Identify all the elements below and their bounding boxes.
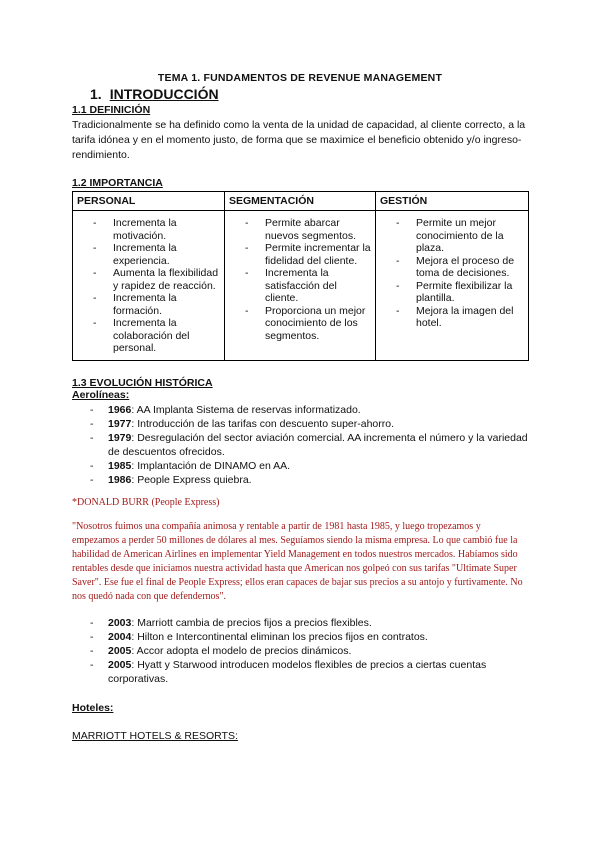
list-item: - Incrementa la satisfacción del cliente.: [229, 267, 371, 305]
list-item: - 1985: Implantación de DINAMO en AA.: [72, 459, 528, 473]
list-item: - Permite incrementar la fidelidad del cliente.: [229, 242, 371, 267]
document-title: TEMA 1. FUNDAMENTOS DE REVENUE MANAGEMENT: [157, 72, 443, 84]
list-item: - Incrementa la experiencia.: [77, 242, 220, 267]
list-item: - 1979: Desregulación del sector aviación comercial. AA incrementa el número y la variedad de descuentos ofrecidos.: [72, 431, 528, 459]
document-page: [72, 72, 528, 742]
aerolineas-label: Aerolíneas:: [72, 389, 130, 401]
section-heading-introduccion: [90, 86, 528, 102]
hoteles-label: Hoteles:: [72, 702, 114, 714]
definicion-heading: 1.1 DEFINICIÓN: [72, 104, 151, 116]
list-item: - Mejora el proceso de toma de decisiones.: [380, 255, 524, 280]
importancia-heading: 1.2 IMPORTANCIA: [72, 177, 163, 189]
column-header-segmentacion: SEGMENTACIÓN: [225, 192, 376, 211]
list-item: - Aumenta la flexibilidad y rapidez de reacción.: [77, 267, 220, 292]
list-item: - Incrementa la motivación.: [77, 217, 220, 242]
segmentacion-cell: [225, 211, 376, 361]
list-item: - 1977: Introducción de las tarifas con descuento super-ahorro.: [72, 417, 528, 431]
quote-author: *DONALD BURR (People Express): [72, 497, 220, 508]
marriott-label: MARRIOTT HOTELS & RESORTS:: [72, 730, 238, 742]
list-item: - 2003: Marriott cambia de precios fijos a precios flexibles.: [72, 616, 528, 630]
list-item: - Mejora la imagen del hotel.: [380, 305, 524, 330]
list-item: - 2005: Accor adopta el modelo de precios dinámicos.: [72, 644, 528, 658]
list-item: - Incrementa la colaboración del personal.: [77, 317, 220, 355]
list-item: - 2005: Hyatt y Starwood introducen modelos flexibles de precios a ciertas cuentas corporativas.: [72, 658, 528, 686]
column-header-gestion: GESTIÓN: [376, 192, 529, 211]
evolucion-heading: 1.3 EVOLUCIÓN HISTÓRICA: [72, 377, 213, 389]
list-item: - 2004: Hilton e Intercontinental eliminan los precios fijos en contratos.: [72, 630, 528, 644]
list-item: - Permite abarcar nuevos segmentos.: [229, 217, 371, 242]
section-number: 1.: [90, 86, 102, 102]
list-item: - Permite flexibilizar la plantilla.: [380, 280, 524, 305]
list-item: - Proporciona un mejor conocimiento de los segmentos.: [229, 305, 371, 343]
aerolineas-list: [72, 403, 528, 487]
column-header-personal: PERSONAL: [73, 192, 225, 211]
importancia-table: [72, 191, 529, 361]
gestion-cell: [376, 211, 529, 361]
personal-cell: [73, 211, 225, 361]
section-title: INTRODUCCIÓN: [109, 86, 219, 102]
list-item: - Incrementa la formación.: [77, 292, 220, 317]
quote-text: "Nosotros fuimos una compañía animosa y rentable a partir de 1981 hasta 1985, y luego tropezamos y empezamos a perder 50 millones de dólares al mes. Seguíamos siendo la misma empresa. Lo que cambió fue la habilidad de American Airlines en implementar Yield Management en todos nuestros mercados. Habíamos sido rentables desde que iniciamos nuestra actividad hasta que American nos golpeó con sus tarifas "Ultimate Super Saver". Ese fue el final de People Express; ellos eran capaces de bajar sus precios a su antojo y furtivamente. No nos quedó nada con que defendernos".: [72, 521, 523, 602]
list-item: - Permite un mejor conocimiento de la plaza.: [380, 217, 524, 255]
definicion-text: Tradicionalmente se ha definido como la venta de la unidad de capacidad, al cliente correcto, a la tarifa idónea y en el momento justo, de forma que se maximice el beneficio obtenido y/o ingreso-rendimiento.: [72, 119, 526, 161]
list-item: - 1966: AA Implanta Sistema de reservas informatizado.: [72, 403, 528, 417]
list-item: - 1986: People Express quiebra.: [72, 473, 528, 487]
hoteles-timeline-list: [72, 616, 528, 686]
